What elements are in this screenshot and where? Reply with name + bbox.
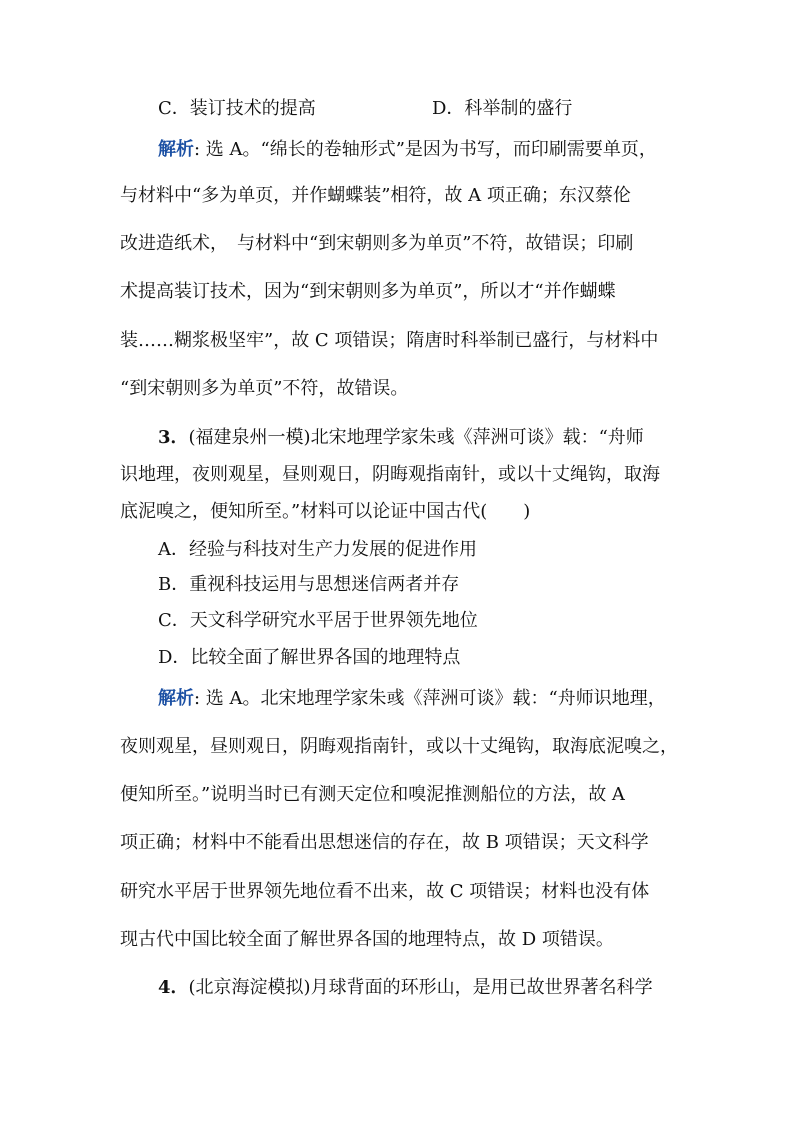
q3-option-b: B．重视科技运用与思想迷信两者并存: [158, 574, 460, 595]
q2-analysis-line-2: 与材料中“多为单页，并作蝴蝶装”相符，故 A 项正确；东汉蔡伦: [120, 185, 631, 206]
q3-analysis-line-2: 夜则观星，昼则观日，阴晦观指南针，或以十丈绳钩，取海底泥嗅之，: [120, 736, 678, 757]
q4-number: 4．: [158, 977, 189, 998]
q3-analysis-line-6: 现古代中国比较全面了解世界各国的地理特点，故 D 项错误。: [120, 929, 614, 950]
q3-stem-line-2: 识地理，夜则观星，昼则观日，阴晦观指南针，或以十丈绳钩，取海: [120, 464, 660, 485]
q3-option-d: D．比较全面了解世界各国的地理特点: [158, 647, 461, 668]
q3-analysis-line-5: 研究水平居于世界领先地位看不出来，故 C 项错误；材料也没有体: [120, 881, 650, 902]
q3-stem-line-3: 底泥嗅之，便知所至。”材料可以论证中国古代( ): [120, 501, 531, 522]
q2-analysis-line-3: 改进造纸术， 与材料中“到宋朝则多为单页”不符，故错误；印刷: [120, 233, 634, 254]
q2-analysis-line-5: 装……糊浆极坚牢”，故 C 项错误；隋唐时科举制已盛行，与材料中: [120, 330, 659, 351]
q2-analysis-line-4: 术提高装订技术，因为“到宋朝则多为单页”，所以才“并作蝴蝶: [120, 281, 616, 302]
q3-option-a: A．经验与科技对生产力发展的促进作用: [158, 539, 477, 560]
q2-option-d: D．科举制的盛行: [432, 98, 573, 119]
analysis-label: 解析: [158, 139, 194, 160]
q2-analysis-line-6: “到宋朝则多为单页”不符，故错误。: [120, 378, 409, 399]
q3-analysis-line-1: 解析: 选 A。北宋地理学家朱彧《萍洲可谈》载：“舟师识地理，: [158, 688, 666, 709]
q3-analysis-line-3: 便知所至。”说明当时已有测天定位和嗅泥推测船位的方法，故 A: [120, 784, 625, 805]
q3-stem-line-1: 3．(福建泉州一模)北宋地理学家朱彧《萍洲可谈》载：“舟师: [158, 427, 644, 448]
q3-analysis-line-4: 项正确；材料中不能看出思想迷信的存在，故 B 项错误；天文科学: [120, 832, 649, 853]
q4-stem-line-1: 4．(北京海淀模拟)月球背面的环形山，是用已故世界著名科学: [158, 977, 653, 998]
q2-analysis-line-1: 解析: 选 A。“绵长的卷轴形式”是因为书写，而印刷需要单页，: [158, 139, 657, 160]
q3-number: 3．: [158, 427, 189, 448]
q3-option-c: C．天文科学研究水平居于世界领先地位: [158, 610, 478, 631]
q2-option-c: C．装订技术的提高: [158, 98, 316, 119]
analysis-label: 解析: [158, 688, 194, 709]
